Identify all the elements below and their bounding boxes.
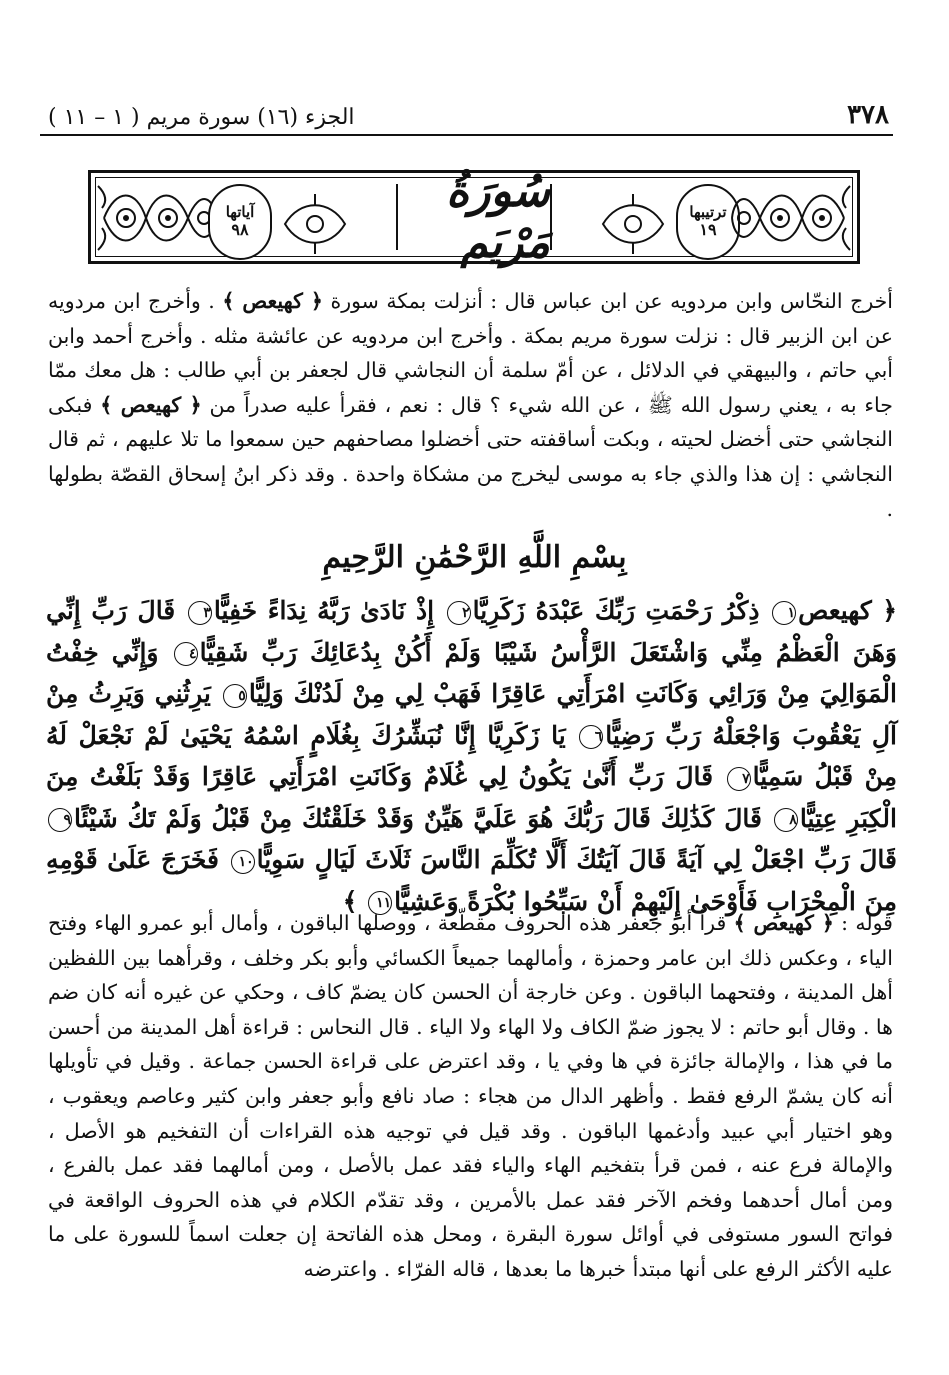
verse-number-marker: ٩ bbox=[48, 808, 72, 832]
verse-text: ذِكْرُ رَحْمَتِ رَبِّكَ عَبْدَهُ زَكَرِيَّا bbox=[472, 596, 760, 625]
commentary-lead: قوله : bbox=[841, 911, 893, 935]
surah-title-panel bbox=[396, 166, 552, 268]
intro-text-2: . وأخرج ابن مردويه عن ابن الزبير قال : نزلت سورة مريم بمكة . وأخرج ابن مردويه عن عائشة مثله . وأخرج أحمد وابن أبي حاتم ، والبيهقي في الدلائل ، عن أمّ سلمة أن النجاشي قال لجعفر بن أبي طالب : هل معك ممّا جاء به ، يعني رسول الله ﷺ ، عن الله شيء ؟ قال : نعم ، فقرأ عليه صدراً من bbox=[48, 289, 893, 417]
commentary-quran-ref: ﴿ كهيعص ﴾ bbox=[733, 911, 834, 935]
verse-number-marker: ٨ bbox=[774, 808, 798, 832]
verse-text: وَإِنِّي خِفْتُ الْمَوَالِيَ مِنْ وَرَائِي وَكَانَتِ امْرَأَتِي عَاقِرًا فَهَبْ لِي مِنْ لَدُنْكَ وَلِيًّا bbox=[46, 637, 897, 708]
verse-number-marker: ١٠ bbox=[231, 850, 255, 874]
intro-quran-ref-2: ﴿ كهيعص ﴾ bbox=[100, 392, 202, 417]
verse-count-medallion bbox=[208, 184, 272, 260]
verse-text: قَالَ رَبِّ أَنَّىٰ يَكُونُ لِي غُلَامٌ وَكَانَتِ امْرَأَتِي عَاقِرًا وَقَدْ بَلَغْتُ مِنَ الْكِبَرِ عِتِيًّا bbox=[46, 762, 897, 833]
verses-closing-bracket: ﴾ bbox=[342, 886, 358, 916]
verse-number-marker: ٢ bbox=[447, 601, 471, 625]
verse-count-label: آياتها bbox=[225, 203, 255, 222]
verse-count-number: ٩٨ bbox=[231, 220, 249, 240]
verse-number-marker: ١١ bbox=[368, 891, 392, 915]
commentary-paragraph bbox=[48, 906, 893, 1287]
verse-number-marker: ٥ bbox=[223, 684, 247, 708]
running-head bbox=[48, 96, 889, 130]
banner-frame bbox=[95, 166, 853, 268]
verse-text: قَالَ كَذَٰلِكَ قَالَ رَبُّكَ هُوَ عَلَيَّ هَيِّنٌ وَقَدْ خَلَقْتُكَ مِنْ قَبْلُ وَلَمْ تَكُ شَيْئًا bbox=[74, 803, 762, 833]
intro-text-1: أخرج النحّاس وابن مردويه عن ابن عباس قال : أنزلت بمكة سورة bbox=[330, 289, 893, 313]
running-title: الجزء (١٦) سورة مريم ( ١ – ١١ ) bbox=[48, 105, 355, 130]
verse-text: قَالَ رَبِّ إِنِّي وَهَنَ الْعَظْمُ مِنِّي وَاشْتَعَلَ الرَّأْسُ شَيْبًا وَلَمْ أَكُنْ بِدُعَائِكَ رَبِّ شَقِيًّا bbox=[46, 596, 897, 667]
verse-text: ﴿ كهيعص bbox=[798, 596, 897, 625]
verse-text: قَالَ رَبِّ اجْعَلْ لِي آيَةً قَالَ آيَتُكَ أَلَّا تُكَلِّمَ النَّاسَ ثَلَاثَ لَيَالٍ سَوِيًّا bbox=[256, 845, 897, 874]
verse-text: إِذْ نَادَىٰ رَبَّهُ نِدَاءً خَفِيًّا bbox=[213, 596, 435, 625]
arabesque-ornament-right-icon bbox=[724, 178, 852, 258]
basmala: بِسْمِ اللَّهِ الرَّحْمَٰنِ الرَّحِيمِ bbox=[322, 540, 627, 575]
commentary-text: قرأ أبو جعفر هذه الحروف مقطّعة ، ووصلها الباقون ، وأمال أبو عمرو الهاء وفتح الياء ، وعكس ذلك ابن عامر وحمزة ، وأمالهما جميعاً الكسائي وأبو بكر وخلف ، وقرأهما بين اللفظين أهل المدينة ، وفتحهما الباقون . وعن خارجة أن الحسن كان يضمّ كاف ، وحكي عن غيره أنه كان ضم ها . وقال أبو حاتم : لا يجوز ضمّ الكاف ولا الهاء ولا الياء . قال النحاس : قراءة أهل المدينة من أحسن ما في هذا ، والإمالة جائزة في ها وفي يا ، وقد اعترض على قراءة الحسن جماعة . وقيل في تأويلها أنه كان يشمّ الرفع فقط . وأظهر الدال من هجاء : صاد نافع وأبو جعفر وابن كثير وعاصم ويعقوب ، وهو اختيار أبي عبيد وأدغمها الباقون . وقد قيل في توجيه هذه القراءات أن التفخيم هو الأصل ، والإمالة فرع عنه ، فمن قرأ بتفخيم الهاء والياء فقد عمل بالأصل ، ومن أمالهما فقد عمل بالفرع ، ومن أمال أحدهما وفخم الآخر فقد عمل بالأمرين ، وقد تقدّم الكلام في هذه الحروف الواقعة في فواتح السور مستوفى في أوائل سورة البقرة ، ومحل هذه الفاتحة إن جعلت اسماً للسورة على ما عليه الأكثر الرفع على أنها مبتدأ خبرها ما بعدها ، قاله الفرّاء . واعترضه bbox=[48, 911, 893, 1281]
verse-number-marker: ٧ bbox=[727, 767, 751, 791]
floral-filler-right-icon bbox=[598, 184, 668, 264]
verse-text: يَا زَكَرِيَّا إِنَّا نُبَشِّرُكَ بِغُلَامٍ اسْمُهُ يَحْيَىٰ لَمْ نَجْعَلْ لَهُ مِنْ قَبْلُ سَمِيًّا bbox=[46, 720, 897, 791]
verse-text: فَخَرَجَ عَلَىٰ قَوْمِهِ مِنَ الْمِحْرَابِ فَأَوْحَىٰ إِلَيْهِمْ أَنْ سَبِّحُوا بُكْرَةً وَعَشِيًّا bbox=[46, 845, 897, 916]
surah-banner bbox=[88, 166, 860, 268]
verse-number-marker: ١ bbox=[772, 601, 796, 625]
intro-paragraph bbox=[48, 284, 893, 526]
surah-title: سُورَةُ مَرْيَم bbox=[446, 166, 550, 268]
intro-quran-ref-1: ﴿ كهيعص ﴾ bbox=[222, 289, 323, 313]
header-divider bbox=[40, 134, 893, 136]
intro-text-3: فبكى النجاشي حتى أخضل لحيته ، وبكت أساقفته حتى أخضلوا مصاحفهم حين سمعوا ما تلا عليهم ، ثم قال النجاشي : إن هذا والذي جاء به موسى ليخرج من مشكاة واحدة . وقد ذكر ابنُ إسحاق القصّة بطولها . bbox=[48, 392, 893, 521]
verse-text: يَرِثُنِي وَيَرِثُ مِنْ آلِ يَعْقُوبَ وَاجْعَلْهُ رَبِّ رَضِيًّا bbox=[46, 679, 897, 750]
verse-number-marker: ٤ bbox=[174, 642, 198, 666]
verse-number-marker: ٦ bbox=[579, 725, 603, 749]
verse-number-marker: ٣ bbox=[188, 601, 212, 625]
floral-filler-left-icon bbox=[280, 184, 350, 264]
page-number: ٣٧٨ bbox=[847, 100, 889, 130]
arabesque-ornament-left-icon bbox=[96, 178, 224, 258]
surah-order-label: ترتيبها bbox=[689, 203, 727, 222]
surah-order-number: ١٩ bbox=[699, 220, 717, 240]
quran-verses bbox=[46, 590, 897, 922]
